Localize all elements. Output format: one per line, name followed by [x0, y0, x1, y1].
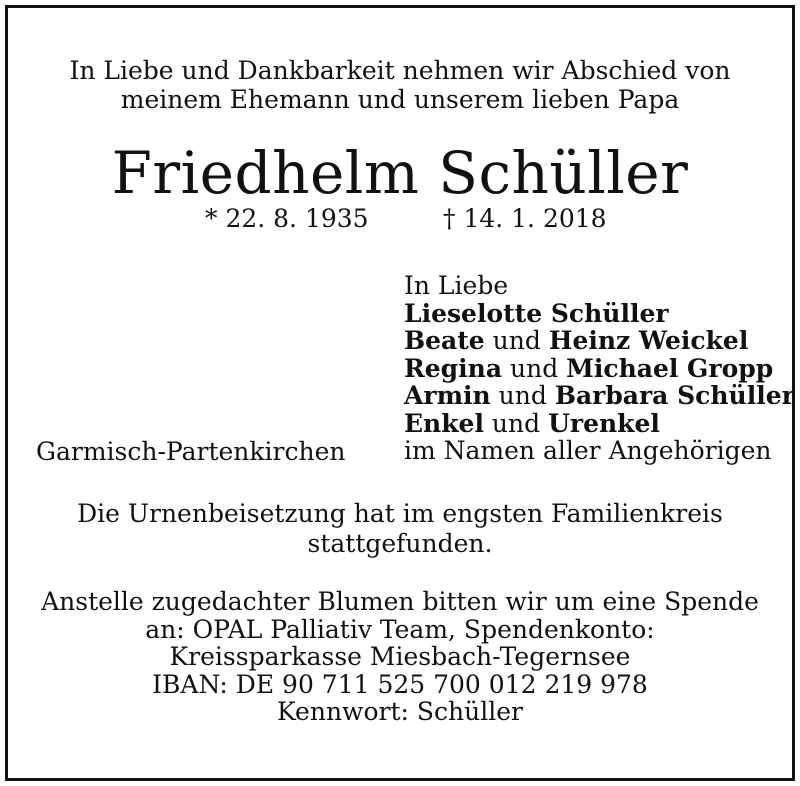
intro-text [8, 56, 792, 114]
conjunction: und [510, 353, 559, 383]
note-line: Die Urnenbeisetzung hat im engsten Familienkreis [77, 499, 723, 528]
mourner-name: Enkel [404, 408, 484, 438]
conjunction: und [498, 381, 547, 410]
place-name: Garmisch-Partenkirchen [36, 437, 346, 466]
mourner-name: Urenkel [548, 408, 660, 438]
donation-request [8, 588, 792, 726]
mourner-name: Regina [404, 353, 503, 383]
donation-line: Anstelle zugedachter Blumen bitten wir um eine Spende [41, 587, 759, 616]
mourners-list [404, 272, 795, 465]
birth-date: * 22. 8. 1935 [205, 204, 369, 233]
mourners-intro: In Liebe [404, 271, 509, 300]
note-line: stattgefunden. [307, 529, 493, 558]
intro-line: meinem Ehemann und unserem lieben Papa [120, 85, 680, 114]
mourner-name: Beate [404, 326, 485, 355]
mourner-name: Heinz Weickel [548, 326, 749, 355]
mourners-closing: im Namen aller Angehörigen [404, 436, 772, 465]
conjunction: und [491, 408, 541, 438]
mourner-name: Barbara Schüller [554, 381, 795, 410]
mourner-name: Armin [404, 381, 491, 410]
burial-note [8, 499, 792, 559]
death-date: † 14. 1. 2018 [443, 204, 607, 233]
mourner-name: Michael Gropp [566, 353, 774, 383]
mourner-name: Lieselotte Schüller [404, 298, 669, 328]
donation-line: an: OPAL Palliativ Team, Spendenkonto: [145, 614, 655, 644]
deceased-name: Friedhelm Schüller [111, 139, 689, 207]
donation-line: IBAN: DE 90 711 525 700 012 219 978 [152, 669, 648, 699]
intro-line: In Liebe und Dankbarkeit nehmen wir Abschied von [69, 56, 731, 85]
conjunction: und [492, 326, 541, 355]
donation-line: Kennwort: Schüller [277, 697, 523, 726]
donation-line: Kreissparkasse Miesbach-Tegernsee [169, 642, 631, 671]
